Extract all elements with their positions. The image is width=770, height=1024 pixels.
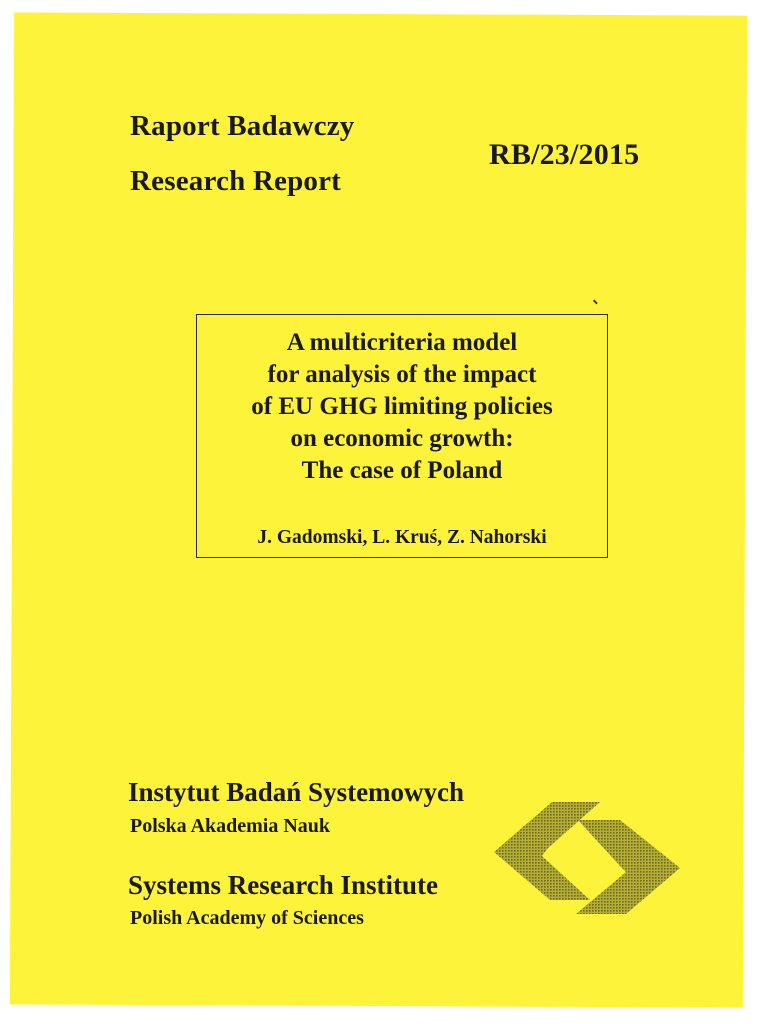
title-line-2: for analysis of the impact (267, 361, 537, 388)
logo-right-chevron (576, 820, 680, 914)
academy-name-polish: Polska Akademia Nauk (130, 815, 331, 837)
title-line-1: A multicriteria model (286, 329, 518, 356)
institute-name-polish: Instytut Badań Systemowych (128, 777, 465, 807)
report-label-polish: Raport Badawczy (130, 110, 355, 142)
title-box (196, 314, 608, 558)
title-line-4: on economic growth: (290, 425, 514, 452)
authors: J. Gadomski, L. Kruś, Z. Nahorski (257, 527, 547, 548)
title-line-5: The case of Poland (301, 457, 503, 484)
academy-name-english: Polish Academy of Sciences (130, 907, 364, 929)
institute-name-english: Systems Research Institute (128, 870, 438, 900)
report-number: RB/23/2015 (489, 138, 640, 171)
title-line-3: of EU GHG limiting policies (251, 393, 553, 420)
double-chevron-logo-icon (490, 796, 690, 916)
logo-left-chevron (494, 802, 600, 900)
report-label-english: Research Report (130, 165, 342, 197)
